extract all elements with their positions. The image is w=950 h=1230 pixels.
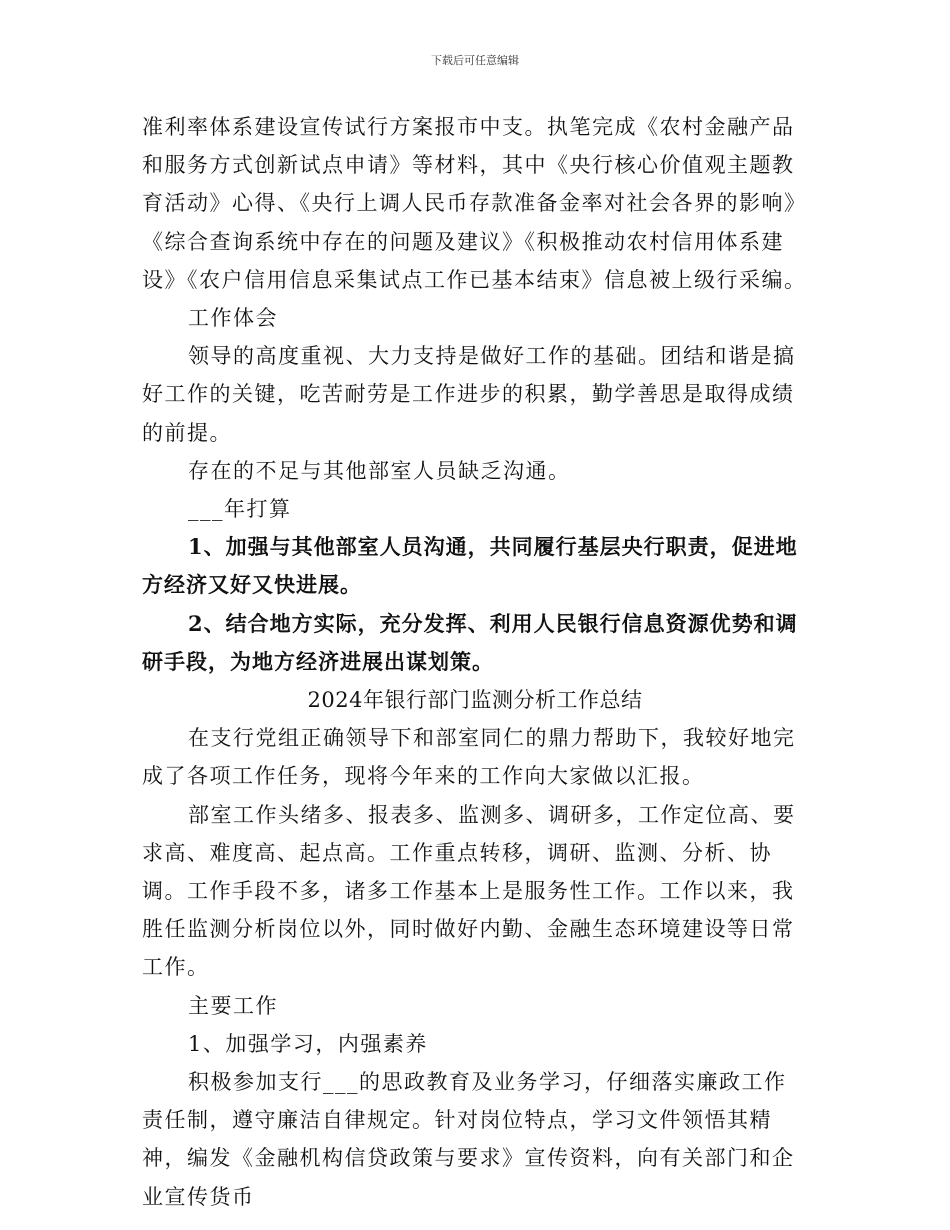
document-title: 2024年银行部门监测分析工作总结 [307, 688, 643, 713]
section-heading-work-experience: 工作体会 [188, 306, 278, 331]
paragraph-shortcomings: 存在的不足与其他部室人员缺乏沟通。 [188, 458, 571, 483]
subheading-study: 1、加强学习，内强素养 [188, 1031, 428, 1056]
page-header: 下载后可任意编辑 [431, 54, 519, 67]
plan-item-1: 1、加强与其他部室人员沟通，共同履行基层央行职责，促进地方经济又好又快进展。 [142, 534, 798, 598]
section-heading-main-work: 主要工作 [188, 993, 278, 1018]
section-heading-year-plan: ___年打算 [188, 497, 292, 522]
paragraph-study: 积极参加支行___的思政教育及业务学习，仔细落实廉政工作责任制，遵守廉洁自律规定。针对岗位特点，学习文件领悟其精神，编发《金融机构信贷政策与要求》宣传资料，向有关部门和企业宣传货币 [142, 1070, 795, 1209]
paragraph-intro: 在支行党组正确领导下和部室同仁的鼎力帮助下，我较好地完成了各项工作任务，现将今年来的工作向大家做以汇报。 [142, 726, 796, 789]
paragraph-department-work: 部室工作头绪多、报表多、监测多、调研多，工作定位高、要求高、难度高、起点高。工作重点转移，调研、监测、分析、协调。工作手段不多，诸多工作基本上是服务性工作。工作以来，我胜任监测分析岗位以外，同时做好内勤、金融生态环境建设等日常工作。 [142, 802, 796, 980]
plan-item-2: 2、结合地方实际，充分发挥、利用人民银行信息资源优势和调研手段，为地方经济进展出谋划策。 [142, 610, 798, 674]
paragraph-experience: 领导的高度重视、大力支持是做好工作的基础。团结和谐是搞好工作的关键，吃苦耐劳是工作进步的积累，勤学善思是取得成绩的前提。 [142, 344, 796, 445]
document-body [142, 108, 808, 1216]
paragraph-continuation: 准利率体系建设宣传试行方案报市中支。执笔完成《农村金融产品和服务方式创新试点申请》等材料，其中《央行核心价值观主题教育活动》心得、《央行上调人民币存款准备金率对社会各界的影响》《综合查询系统中存在的问题及建议》《积极推动农村信用体系建设》《农户信用信息采集试点工作已基本结束》信息被上级行采编。 [142, 115, 807, 292]
